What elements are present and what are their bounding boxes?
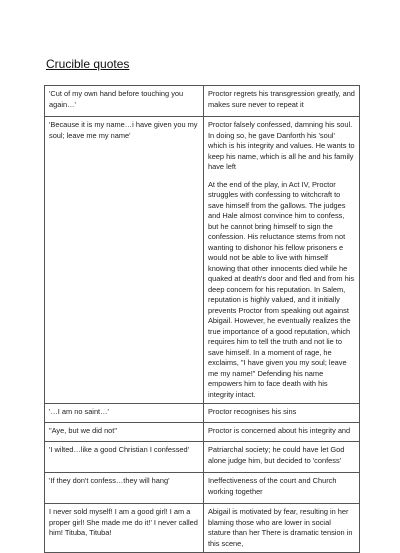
commentary-paragraph: At the end of the play, in Act IV, Proctor struggles with confessing to witchcraft to save himself from the gallows. The judges and Hale almost convince him to confess, but he cannot bring himself to sign the confession. His reluctance stems from not wanting to dishonor his fellow prisoners e would not be able to live with himself knowing that other innocents died while he quaked at death's door and fled and from his deep concern for his reputation. In Salem, reputation is highly valued, and it initially prevents Proctor from speaking out against Abigail. However, he eventually realizes the true importance of a good reputation, which requires him to tell the truth and not lie to save himself. In a moment of rage, he exclaims, "I have given you my soul; leave me my name!" Defending his name empowers him to face death with his integrity intact. — [208, 179, 355, 399]
quote-cell: 'Because it is my name…i have given you my soul; leave me my name' — [45, 117, 204, 404]
quote-cell: '…I am no saint…' — [45, 404, 204, 423]
document-title: Crucible quotes — [46, 57, 130, 71]
commentary-cell — [204, 442, 360, 473]
commentary-paragraph: Proctor regrets his transgression greatly, and makes sure never to repeat it — [208, 89, 355, 109]
commentary-cell — [204, 117, 360, 404]
table-row — [45, 423, 360, 442]
table-row — [45, 117, 360, 404]
commentary-cell — [204, 473, 360, 504]
quote-cell: 'Cut of my own hand before touching you again…' — [45, 86, 204, 117]
quote-cell: I never sold myself! I am a good girl! I am a proper girl! She made me do it!' I never called him! Tituba, Tituba! — [45, 504, 204, 553]
table-row — [45, 86, 360, 117]
quote-cell: 'I wilted…like a good Christian I confessed' — [45, 442, 204, 473]
commentary-paragraph: Ineffectiveness of the court and Church working together — [208, 476, 337, 496]
table-row — [45, 504, 360, 553]
commentary-cell — [204, 504, 360, 553]
quote-cell: "Aye, but we did not" — [45, 423, 204, 442]
commentary-cell — [204, 86, 360, 117]
table-row — [45, 404, 360, 423]
quote-cell: 'If they don't confess…they will hang' — [45, 473, 204, 504]
table-row — [45, 473, 360, 504]
commentary-paragraph: Proctor is concerned about his integrity and — [208, 426, 351, 435]
commentary-paragraph: Proctor recognises his sins — [208, 407, 297, 416]
commentary-paragraph: Proctor falsely confessed, damning his soul. In doing so, he gave Danforth his 'soul' which is his integrity and values. He wants to keep his name, which is all he and his family have left — [208, 120, 355, 171]
commentary-cell — [204, 423, 360, 442]
table-row — [45, 442, 360, 473]
commentary-paragraph: Abigail is motivated by fear, resulting in her blaming those who are lower in social stature than her There is dramatic tension in this scene, — [208, 507, 353, 548]
quotes-table — [44, 85, 360, 553]
commentary-paragraph: Patriarchal society; he could have let God alone judge him, but decided to 'confess' — [208, 445, 345, 465]
commentary-cell — [204, 404, 360, 423]
